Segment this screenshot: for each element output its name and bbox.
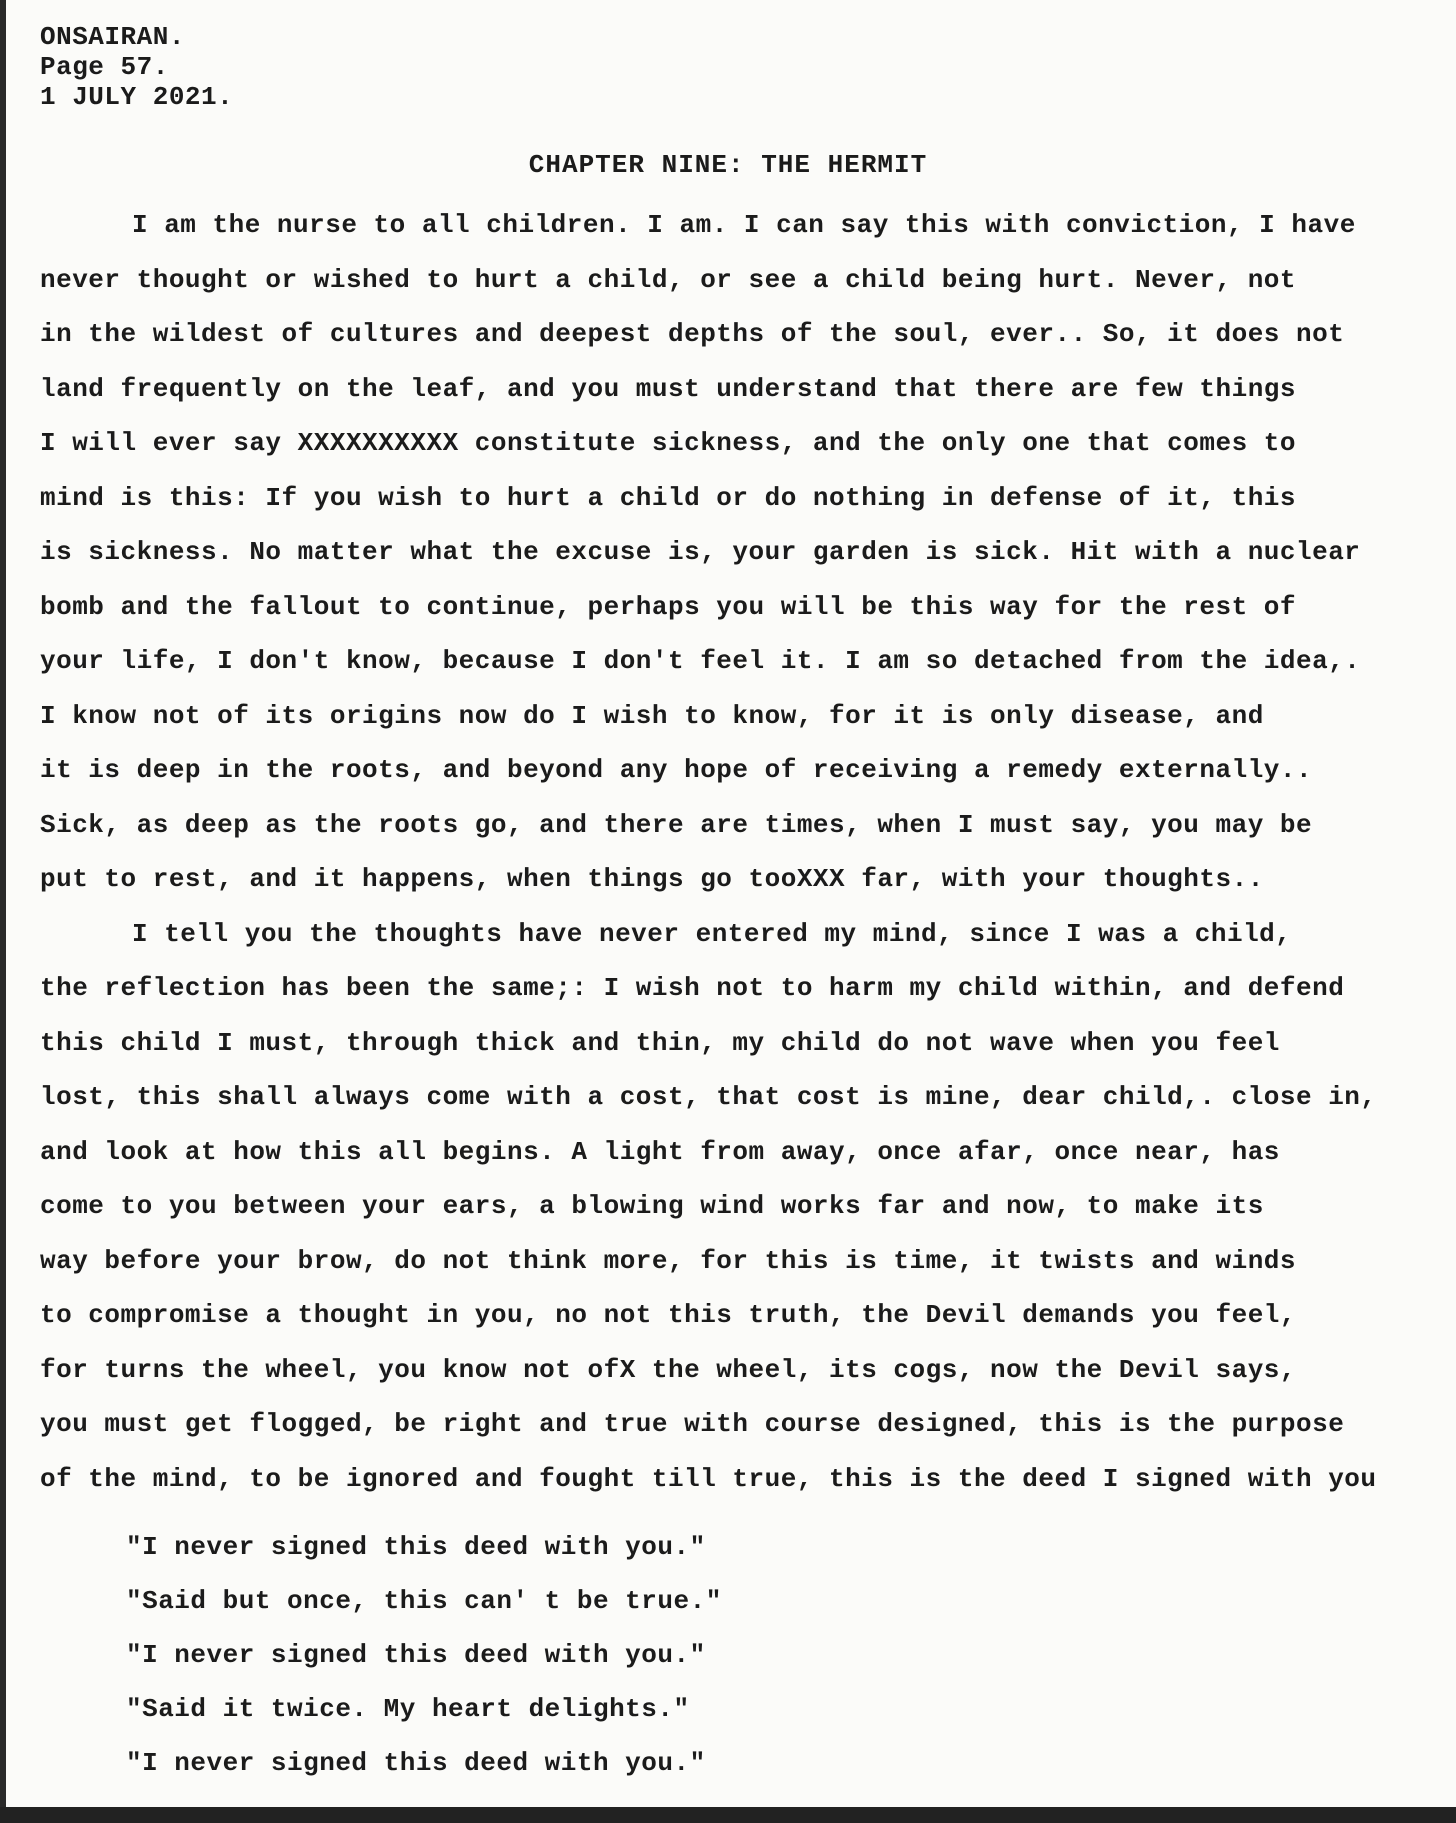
author-line: ONSAIRAN. [40,22,185,52]
body-line: the reflection has been the same;: I wish not to harm my child within, and defend [40,973,1345,1003]
page-left-edge [0,0,6,1823]
body-text [40,198,1440,1506]
body-line: bomb and the fallout to continue, perhaps you will be this way for the rest of [40,591,1296,622]
body-line: way before your brow, do not think more, for this is time, it twists and winds [40,1245,1296,1276]
body-line: put to rest, and it happens, when things go tooXXX far, with your thoughts.. [40,864,1264,894]
page-header [40,22,233,112]
body-line: it is deep in the roots, and beyond any hope of receiving a remedy externally.. [40,755,1313,785]
body-line: in the wildest of cultures and deepest depths of the soul, ever.. So, it does not [40,319,1345,349]
body-line: to compromise a thought in you, no not this truth, the Devil demands you feel, [40,1300,1296,1330]
body-line: Sick, as deep as the roots go, and there are times, when I must say, you may be [40,809,1313,840]
body-line: I am the nurse to all children. I am. I can say this with conviction, I have [132,210,1356,240]
date-line: 1 JULY 2021. [40,82,234,112]
body-line: lost, this shall always come with a cost, that cost is mine, dear child,. close in, [40,1082,1377,1112]
page-number: Page 57. [40,52,169,82]
body-line: come to you between your ears, a blowing wind works far and now, to make its [40,1191,1264,1221]
dialogue-line: "I never signed this deed with you." [126,1532,706,1562]
body-line: this child I must, through thick and thin, my child do not wave when you feel [40,1027,1280,1058]
body-line: land frequently on the leaf, and you must understand that there are few things [40,373,1296,404]
body-line: your life, I don't know, because I don't feel it. I am so detached from the idea,. [40,646,1361,676]
dialogue-line: "I never signed this deed with you." [126,1748,706,1778]
body-line: I will ever say XXXXXXXXXX constitute sickness, and the only one that comes to [40,428,1296,458]
dialogue-lines [126,1520,722,1790]
chapter-title: CHAPTER NINE: THE HERMIT [528,150,928,180]
dialogue-line: "I never signed this deed with you." [126,1640,706,1670]
body-line: I know not of its origins now do I wish to know, for it is only disease, and [40,700,1264,731]
body-line: mind is this: If you wish to hurt a child or do nothing in defense of it, this [40,482,1296,513]
body-line: for turns the wheel, you know not ofX the wheel, its cogs, now the Devil says, [40,1354,1296,1385]
dialogue-line: "Said it twice. My heart delights." [126,1694,690,1724]
body-line: and look at how this all begins. A light from away, once afar, once near, has [40,1136,1280,1167]
page-bottom-edge [0,1807,1456,1823]
body-line: is sickness. No matter what the excuse is, your garden is sick. Hit with a nuclear [40,537,1361,567]
body-line: never thought or wished to hurt a child, or see a child being hurt. Never, not [40,264,1296,295]
body-line: you must get flogged, be right and true with course designed, this is the purpose [40,1409,1345,1439]
body-line: of the mind, to be ignored and fought till true, this is the deed I signed with you [40,1463,1377,1494]
body-line: I tell you the thoughts have never entered my mind, since I was a child, [132,918,1292,949]
dialogue-line: "Said but once, this can' t be true." [126,1586,722,1616]
